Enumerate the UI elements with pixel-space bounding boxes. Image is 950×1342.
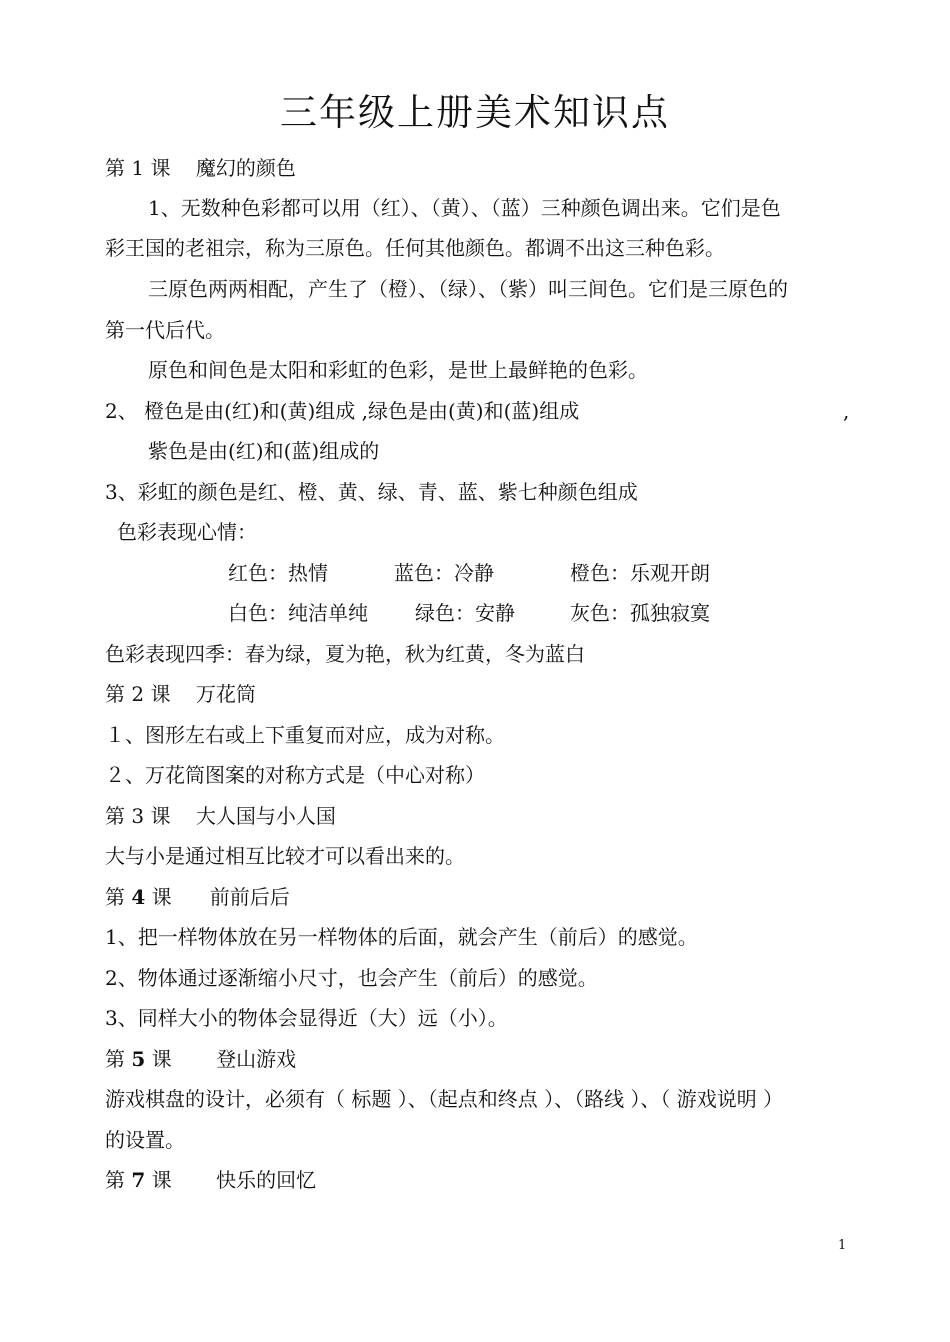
paragraph: 第一代后代。	[105, 318, 225, 342]
paragraph: 三原色两两相配，产生了（橙）、（绿）、（紫）叫三间色。它们是三原色的	[148, 277, 788, 301]
paragraph: 1、把一样物体放在另一样物体的后面，就会产生（前后）的感觉。	[105, 925, 698, 949]
paragraph: 紫色是由(红)和(蓝)组成的	[148, 439, 380, 463]
paragraph: 2、物体通过逐渐缩小尺寸，也会产生（前后）的感觉。	[105, 966, 598, 990]
paragraph: 2、 橙色是由(红)和(黄)组成 ,绿色是由(黄)和(蓝)组成	[105, 399, 580, 423]
paragraph: 大与小是通过相互比较才可以看出来的。	[105, 844, 465, 868]
lesson-heading-1: 第 1 课 魔幻的颜色	[105, 156, 296, 180]
paragraph: ２、万花筒图案的对称方式是（中心对称）	[105, 763, 485, 787]
mood-item: 白色：纯洁单纯	[228, 601, 368, 625]
paragraph: 1、无数种色彩都可以用（红）、（黄）、（蓝）三种颜色调出来。它们是色	[148, 196, 781, 220]
mood-item: 绿色：安静	[415, 601, 515, 625]
paragraph: 彩王国的老祖宗，称为三原色。任何其他颜色。都调不出这三种色彩。	[105, 236, 725, 260]
document-title: 三年级上册美术知识点	[280, 91, 670, 134]
trailing-comma: ,	[843, 399, 850, 423]
paragraph: 色彩表现四季：春为绿，夏为艳，秋为红黄，冬为蓝白	[105, 642, 585, 666]
mood-item: 橙色：乐观开朗	[570, 561, 710, 585]
paragraph: １、图形左右或上下重复而对应，成为对称。	[105, 723, 505, 747]
paragraph: 原色和间色是太阳和彩虹的色彩，是世上最鲜艳的色彩。	[148, 358, 648, 382]
mood-item: 红色：热情	[228, 561, 328, 585]
lesson-heading-7: 第 7 课 快乐的回忆	[105, 1168, 317, 1192]
lesson-heading-5: 第 5 课 登山游戏	[105, 1047, 297, 1071]
lesson-heading-3: 第 3 课 大人国与小人国	[105, 804, 336, 828]
mood-item: 灰色：孤独寂寞	[570, 601, 710, 625]
lesson-heading-2: 第 2 课 万花筒	[105, 682, 256, 706]
mood-heading: 色彩表现心情：	[117, 520, 257, 544]
paragraph: 游戏棋盘的设计，必须有（ 标题 ）、（起点和终点 ）、（路线 ）、（ 游戏说明 ）	[105, 1087, 784, 1111]
paragraph: 的设置。	[105, 1128, 185, 1152]
page-number: 1	[838, 1238, 847, 1253]
lesson-heading-4: 第 4 课 前前后后	[105, 885, 290, 909]
mood-item: 蓝色：冷静	[394, 561, 494, 585]
paragraph: 3、彩虹的颜色是红、橙、黄、绿、青、蓝、紫七种颜色组成	[105, 480, 638, 504]
paragraph: 3、同样大小的物体会显得近（大）远（小）。	[105, 1006, 508, 1030]
